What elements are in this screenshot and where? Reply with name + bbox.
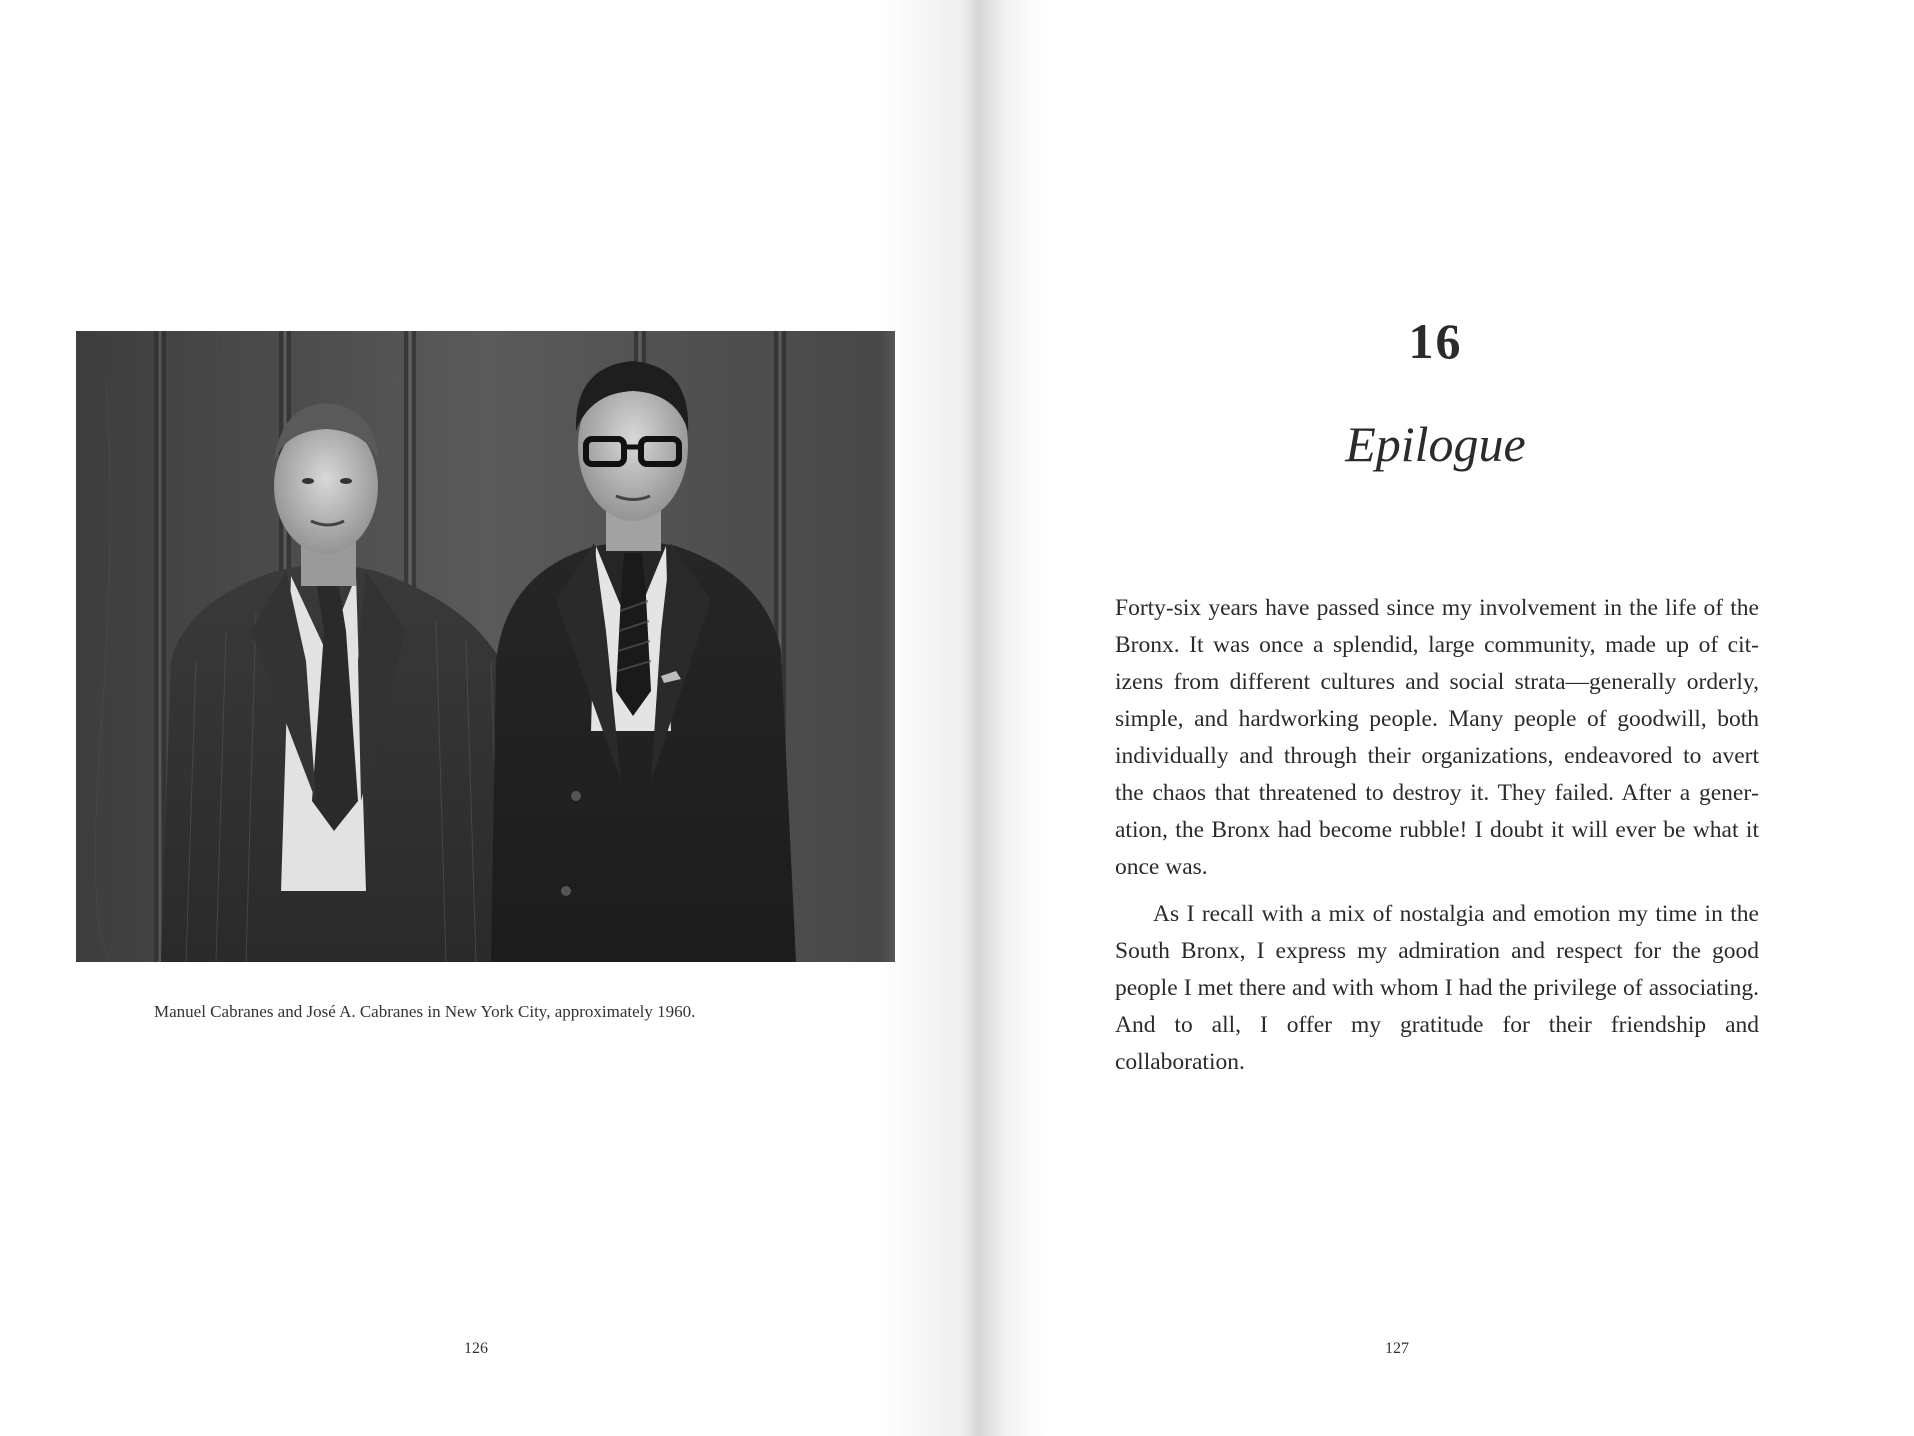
photo-caption: Manuel Cabranes and José A. Cabranes in New York City, approximately 1960.: [154, 1002, 696, 1021]
page-number-left: 126: [464, 1340, 488, 1357]
chapter-body: [1115, 590, 1759, 1091]
paragraph-1: Forty-six years have passed since my involvement in the life of the Bronx. It was once a splendid, large community, made up of citizens from different cultures and social strata—generally orderly, simple, and hardworking people. Many people of goodwill, both individually and through their organizations, endeavored to avert the chaos that threatened to destroy it. They failed. After a generation, the Bronx had become rubble! I doubt it will ever be what it once was.: [1115, 595, 1759, 880]
paragraph-2: As I recall with a mix of nostalgia and emotion my time in the South Bronx, I express my admiration and respect for the good people I met there and with whom I had the privilege of associating. And to all, I offer my gratitude for their friendship and collaboration.: [1115, 901, 1759, 1075]
right-page: [957, 0, 1914, 1436]
page-number-right: 127: [1385, 1340, 1409, 1357]
chapter-title: Epilogue: [1345, 416, 1526, 472]
photograph: [76, 331, 895, 962]
chapter-number: 16: [1408, 313, 1463, 369]
photograph-icon: [76, 331, 895, 962]
